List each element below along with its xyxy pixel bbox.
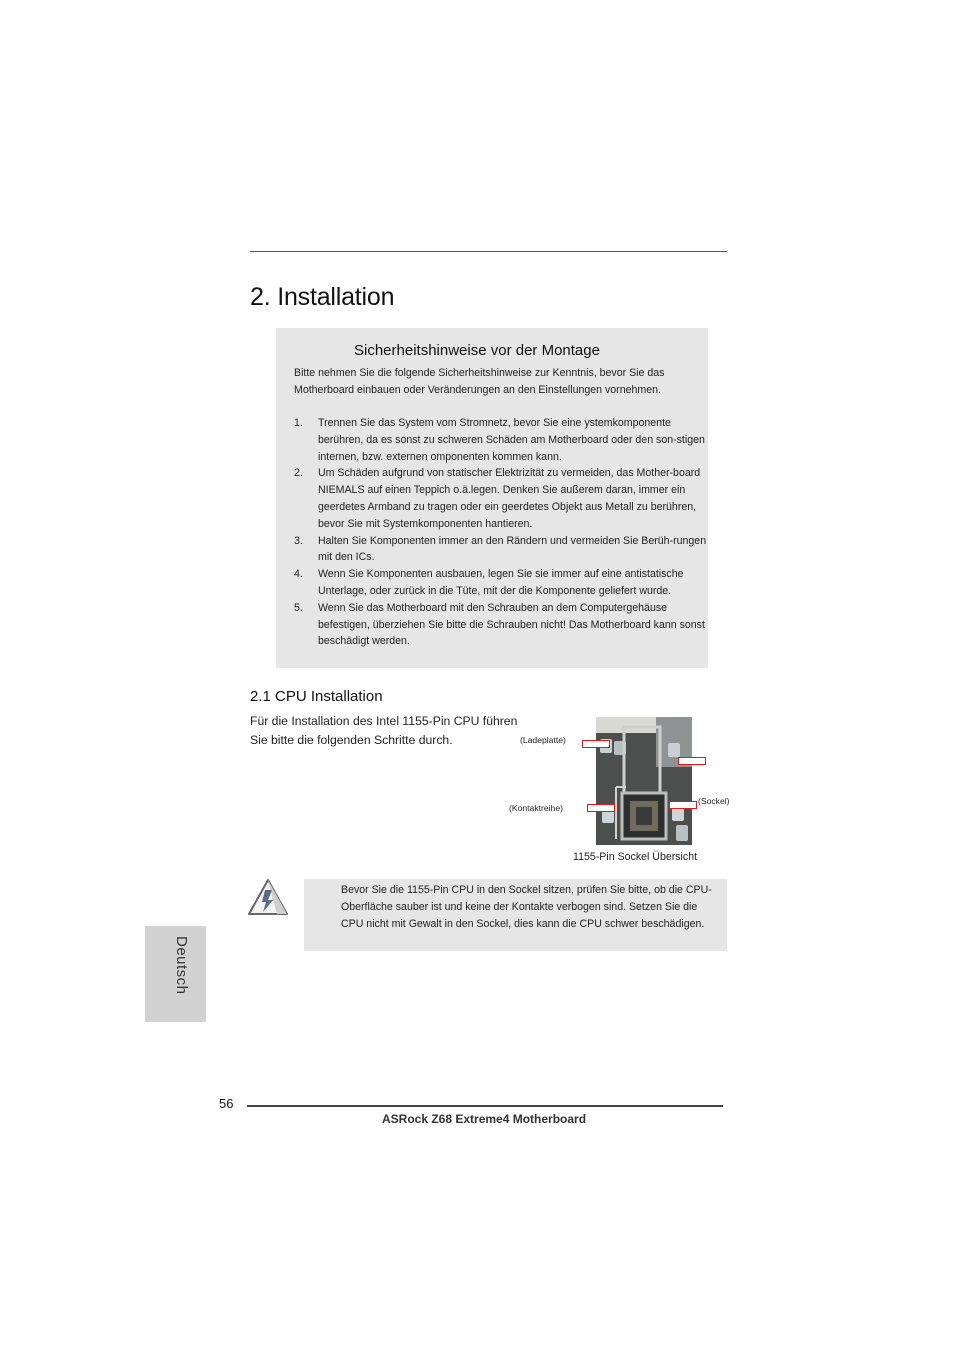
list-number: 2. [294,467,303,480]
list-text: Trennen Sie das System vom Stromnetz, bevor Sie eine ystemkomponente berühren, da es sonst zu schweren Schäden am Motherboard oder den son-stigen internen, bzw. externen omponenten kommen kann. [318,417,705,463]
callout-marker-load-lever [678,757,706,765]
socket-photo-illustration [596,717,692,845]
list-number: 5. [294,601,303,614]
language-side-tab-label: Deutsch [173,936,190,995]
list-text: Um Schäden aufgrund von statischer Elektrizität zu vermeiden, das Mother-board NIEMALS auf einen Teppich o.ä.legen. Denken Sie außerem daran, immer ein geerdetes Armband zu tragen oder ein geerdetes Objekt aus Metall zu berühren, bevor Sie mit Systemkomponenten hantieren. [318,467,701,530]
callout-marker-contact-row [587,804,615,812]
list-item [294,566,708,600]
label-socket: (Sockel) [698,796,730,806]
list-number: 1. [294,417,303,429]
callout-marker-load-plate [582,740,610,748]
label-load-plate: (Ladeplatte) [520,735,566,745]
safety-notice-title: Sicherheitshinweise vor der Montage [354,342,600,359]
bottom-rule [247,1105,723,1107]
page-number: 56 [219,1096,234,1111]
list-text: Wenn Sie das Motherboard mit den Schrauben an dem Computergehäuse befestigen, überziehen Sie bitte die Schrauben nicht! Das Motherboard kann sonst beschädigt werden. [318,601,705,648]
label-contact-row: (Kontaktreihe) [509,803,563,813]
safety-steps-list [294,415,708,650]
list-text: Wenn Sie Komponenten ausbauen, legen Sie sie immer auf eine antistatische Unterlage, oder zurück in die Tüte, mit der die Komponente geliefert wurde. [318,568,684,597]
footer-product-name: ASRock Z68 Extreme4 Motherboard [382,1112,587,1126]
safety-notice-intro: Bitte nehmen Sie die folgende Sicherheitshinweise zur Kenntnis, bevor Sie das Motherboard einbauen oder Veränderungen an den Einstellungen vornehmen. [294,367,665,396]
socket-photo [596,717,692,845]
list-item [294,600,708,650]
socket-photo-caption: 1155-Pin Sockel Übersicht [573,851,698,863]
cpu-section-title: 2.1 CPU Installation [250,688,383,705]
list-number: 3. [294,534,303,547]
list-text: Halten Sie Komponenten immer an den Rändern und vermeiden Sie Berüh-rungen mit den ICs. [318,534,707,564]
warning-text: Bevor Sie die 1155-Pin CPU in den Sockel sitzen, prüfen Sie bitte, ob die CPU-Oberfläche sauber ist und keine der Kontakte verbogen sind. Setzen Sie die CPU nicht mit Gewalt in den Sockel, dies kann die CPU schwer beschädigen. [341,884,712,930]
list-item [294,465,708,532]
list-item [294,415,708,465]
warning-icon [247,877,289,917]
cpu-section-intro: Für die Installation des Intel 1155-Pin CPU führen Sie bitte die folgenden Schritte durch. [250,714,518,747]
list-number: 4. [294,568,303,581]
list-item [294,533,708,567]
top-rule [250,251,727,252]
page-title: 2. Installation [250,283,395,311]
callout-marker-socket [669,801,697,809]
